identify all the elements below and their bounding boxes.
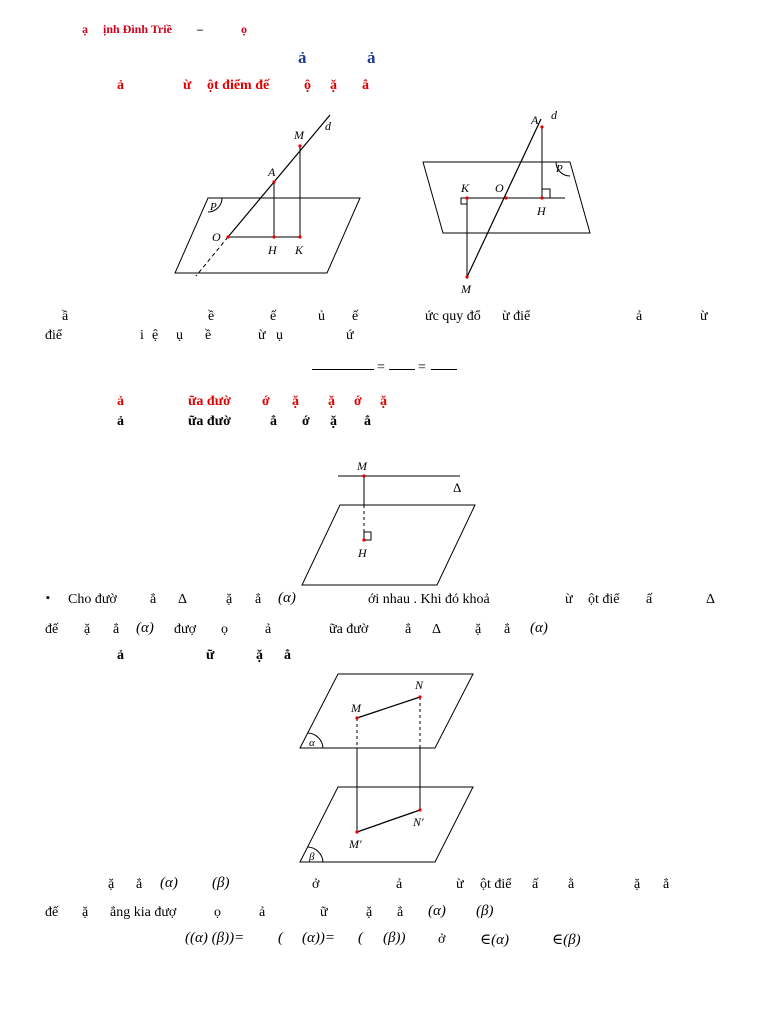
s2-l2-h: ữa đườ [329, 622, 369, 637]
s2-l1-b: ẳ [150, 592, 157, 607]
figure-point-plane-1 [170, 108, 370, 283]
s2-hr-e: ặ [328, 394, 335, 409]
s2-l2-m: (α) [530, 620, 548, 636]
label-m: M [294, 128, 304, 142]
s2-l1-g: ới nhau . Khi đó khoả [368, 592, 490, 607]
label-delta: Δ [453, 480, 462, 495]
s1-h-f: ẳ [362, 78, 369, 93]
s1-l1-i: ừ [700, 309, 708, 324]
s3-h-a: ả [117, 648, 124, 663]
s1-h-c: ột điểm đế [207, 78, 270, 93]
s3-f-e: (β)) [383, 930, 406, 946]
formula-line-1 [312, 369, 374, 370]
s3-l2-a: đế [45, 905, 59, 920]
label-o: O [212, 230, 221, 244]
s1-l1-f: ức quy đổ [425, 309, 481, 324]
label-p: P [556, 163, 563, 175]
s1-l1-b: ề [208, 309, 215, 324]
s2-l2-f: ọ [221, 622, 228, 637]
s3-f-g: ∈(α) [480, 932, 509, 948]
s2-hr-b: ữa đườ [188, 394, 231, 409]
s1-l1-e: ế [352, 309, 359, 324]
title-part1: ả [298, 48, 307, 67]
s3-f-c: (α))= [302, 930, 335, 946]
s3-l1-l: ẳ [663, 877, 670, 892]
label-m: M [357, 459, 367, 473]
s3-l2-c: ẳng kia đượ [110, 905, 177, 920]
s2-l1-a: Cho đườ [68, 592, 117, 607]
s3-l2-i: (α) [428, 903, 446, 919]
s2-l1-f: (α) [278, 590, 296, 606]
s3-l2-e: ả [259, 905, 266, 920]
s2-l1-d: ặ [226, 592, 233, 607]
formula-eq1: = [377, 360, 385, 375]
figure-line-plane [300, 455, 480, 590]
s2-hr-c: ớ [262, 394, 270, 409]
s2-l2-e: đượ [174, 622, 196, 637]
s3-h-d: ẳ [284, 648, 291, 663]
plane-alpha [300, 674, 473, 748]
s3-h-c: ặ [256, 648, 263, 663]
s1-l2-f: ừ [258, 328, 266, 343]
s3-l1-j: ằ [568, 877, 575, 892]
s1-l2-g: ụ [276, 328, 283, 343]
s1-h-a: ả [117, 78, 124, 93]
s3-l1-c: (α) [160, 875, 178, 891]
s1-l2-b: i [140, 328, 144, 343]
s3-l1-f: ả [396, 877, 403, 892]
s3-l1-e: ở [312, 877, 320, 892]
s1-l2-a: điể [45, 328, 63, 343]
plane-p [175, 198, 360, 273]
plane-beta [300, 787, 473, 862]
s1-l2-h: ứ [346, 328, 354, 343]
s2-l1-i: ột điể [588, 592, 620, 607]
label-d: d [325, 119, 331, 133]
s2-hr-f: ớ [354, 394, 362, 409]
label-mprime: M′ [349, 837, 362, 851]
header-dash: – [197, 22, 203, 36]
plane-alpha [302, 505, 475, 585]
s2-l1-h: ừ [565, 592, 573, 607]
s3-l1-d: (β) [212, 875, 230, 891]
s3-l2-d: ọ [214, 905, 221, 920]
label-a: A [531, 113, 539, 127]
s3-l2-f: ữ [320, 905, 328, 920]
s3-l2-b: ặ [82, 905, 89, 920]
label-o: O [495, 181, 504, 195]
s2-hb-f: ẳ [364, 414, 371, 429]
s2-hr-g: ặ [380, 394, 387, 409]
s2-l1-e: ẳ [255, 592, 262, 607]
s3-l2-g: ặ [366, 905, 373, 920]
s2-hr-d: ặ [292, 394, 299, 409]
s1-l1-g: ừ điể [502, 309, 531, 324]
s2-hb-c: ẳ [270, 414, 277, 429]
s2-hb-a: ả [117, 414, 124, 429]
label-m: M [461, 282, 471, 296]
label-n: N [415, 678, 424, 692]
s2-l1-k: Δ [706, 592, 716, 607]
label-beta: β [309, 851, 315, 863]
s3-l1-h: ột điể [480, 877, 512, 892]
s2-l2-b: ặ [84, 622, 91, 637]
s1-l1-h: ả [636, 309, 643, 324]
s3-l1-b: ẳ [136, 877, 143, 892]
header-left: ạ [82, 22, 88, 36]
s3-l2-j: (β) [476, 903, 494, 919]
s2-l2-k: ặ [475, 622, 482, 637]
s3-f-d: ( [358, 930, 363, 946]
label-a: A [268, 165, 276, 179]
s3-f-b: ( [278, 930, 283, 946]
s2-l2-g: ả [265, 622, 272, 637]
label-k: K [295, 243, 304, 257]
s1-l2-c: ệ [152, 328, 159, 343]
label-alpha: α [309, 737, 315, 749]
label-nprime: N′ [413, 815, 424, 829]
label-h: H [358, 546, 367, 560]
s3-f-f: ở [438, 932, 446, 947]
s1-h-e: ặ [330, 78, 337, 93]
s3-l1-i: ấ [532, 877, 539, 892]
title-part2: ả [367, 48, 376, 67]
bullet: ▪ [46, 592, 50, 604]
header-tail: ọ [241, 22, 247, 36]
s1-l1-d: ủ [318, 309, 325, 324]
label-h: H [537, 204, 546, 218]
figure-point-plane-2 [415, 105, 595, 300]
s2-l1-j: ấ [646, 592, 653, 607]
label-p: P [210, 201, 217, 213]
s2-l2-l: ẳ [504, 622, 511, 637]
s1-l1-a: ầ [62, 309, 69, 324]
formula-eq2: = [418, 360, 426, 375]
s3-f-h: ∈(β) [552, 932, 581, 948]
label-d: d [551, 108, 557, 122]
label-k: K [461, 181, 470, 195]
s2-l2-j: Δ [432, 622, 442, 637]
s1-h-b: ừ [183, 78, 192, 93]
s2-hb-b: ữa đườ [188, 414, 231, 429]
header-author: ịnh Đình Triề [103, 22, 172, 36]
s3-l1-k: ặ [634, 877, 641, 892]
s2-l1-c: Δ [178, 592, 188, 607]
s2-l2-c: ẳ [113, 622, 120, 637]
s2-hb-d: ớ [302, 414, 310, 429]
s1-l2-e: ề [205, 328, 212, 343]
s2-l2-i: ẳ [405, 622, 412, 637]
formula-line-3 [431, 369, 457, 370]
s1-l1-c: ế [270, 309, 277, 324]
label-h: H [268, 243, 277, 257]
s2-hr-a: ả [117, 394, 124, 409]
s1-l2-d: ụ [176, 328, 183, 343]
s3-h-b: ữ [206, 648, 215, 663]
s3-l1-g: ừ [456, 877, 464, 892]
s3-l2-h: ẳ [397, 905, 404, 920]
s2-l2-a: đế [45, 622, 59, 637]
s3-l1-a: ặ [108, 877, 115, 892]
s2-l2-d: (α) [136, 620, 154, 636]
formula-line-2 [389, 369, 415, 370]
line-d [228, 115, 330, 237]
s3-f-a: ((α) (β))= [185, 930, 245, 946]
label-m: M [351, 701, 361, 715]
s2-hb-e: ặ [330, 414, 337, 429]
figure-two-planes [295, 672, 475, 872]
s1-h-d: ộ [304, 78, 311, 93]
